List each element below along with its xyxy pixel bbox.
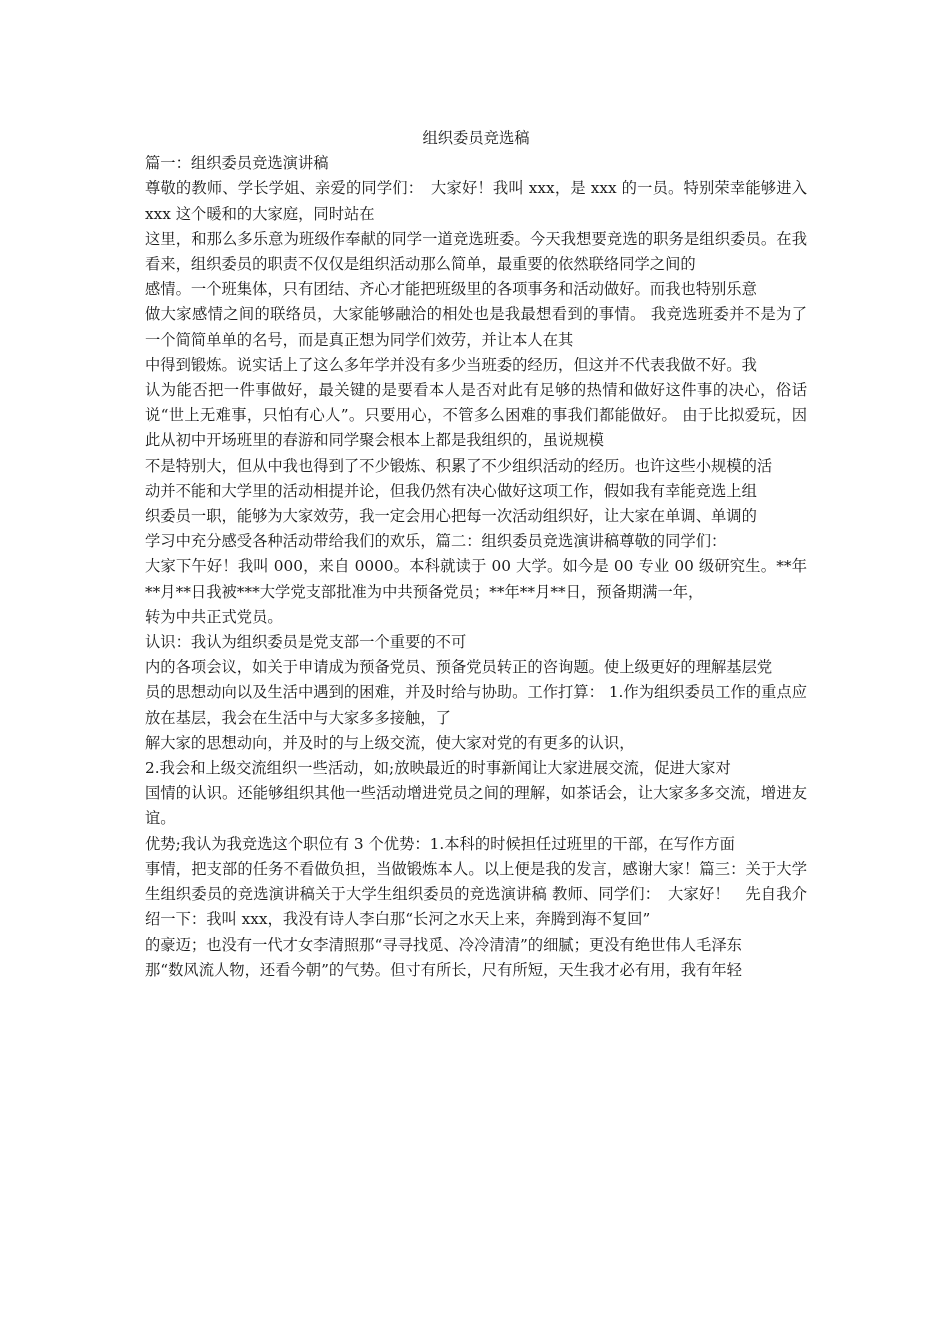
paragraph-list xyxy=(145,151,807,983)
paragraph: 转为中共正式党员。 xyxy=(145,607,283,626)
paragraph: 内的各项会议，如关于申请成为预备党员、预备党员转正的咨询题。使上级更好的理解基层党 xyxy=(145,658,773,677)
paragraph: 中得到锻炼。说实话上了这么多年学并没有多少当班委的经历，但这并不代表我做不好。我 xyxy=(145,355,757,374)
document-title: 组织委员竞选稿 xyxy=(422,129,530,147)
paragraph: 员的思想动向以及生活中遇到的困难，并及时给与协助。工作打算： 1.作为组织委员工作的重点应放在基层，我会在生活中与大家多多接触，了 xyxy=(145,683,807,727)
paragraph: 感情。一个班集体，只有团结、齐心才能把班级里的各项事务和活动做好。而我也特别乐意 xyxy=(145,280,757,299)
paragraph: 国情的认识。还能够组织其他一些活动增进党员之间的理解，如茶话会，让大家多多交流，增进友谊。 xyxy=(145,784,807,828)
paragraph: 篇一：组织委员竞选演讲稿 xyxy=(145,154,329,173)
paragraph: 不是特别大，但从中我也得到了不少锻炼、积累了不少组织活动的经历。也许这些小规模的活 xyxy=(145,456,773,475)
paragraph: 做大家感情之间的联络员，大家能够融洽的相处也是我最想看到的事情。 我竞选班委并不是为了一个简简单单的名号，而是真正想为同学们效劳，并让本人在其 xyxy=(145,305,807,349)
paragraph: 事情，把支部的任务不看做负担，当做锻炼本人。以上便是我的发言，感谢大家！篇三：关于大学生组织委员的竞选演讲稿关于大学生组织委员的竞选演讲稿 教师、同学们： 大家好！ 先自我介绍一下：我叫 xxx，我没有诗人李白那“长河之水天上来，奔腾到海不复回” xyxy=(145,859,807,929)
paragraph: 解大家的思想动向，并及时的与上级交流，使大家对党的有更多的认识， xyxy=(145,733,635,752)
paragraph: 这里，和那么多乐意为班级作奉献的同学一道竞选班委。今天我想要竞选的职务是组织委员。在我看来，组织委员的职责不仅仅是组织活动那么简单，最重要的依然联络同学之间的 xyxy=(145,229,807,274)
paragraph: 大家下午好！我叫 000，来自 0000。本科就读于 00 大学。如今是 00 专业 00 级研究生。**年**月**日我被***大学党支部批准为中共预备党员；**年**月**日，预备期满一年， xyxy=(145,557,807,601)
document-body xyxy=(145,126,807,983)
paragraph: 2.我会和上级交流组织一些活动，如;放映最近的时事新闻让大家进展交流，促进大家对 xyxy=(145,759,731,778)
paragraph: 织委员一职，能够为大家效劳，我一定会用心把每一次活动组织好，让大家在单调、单调的 xyxy=(145,507,757,526)
paragraph: 优势;我认为我竞选这个职位有 3 个优势：1.本科的时候担任过班里的干部，在写作方面 xyxy=(145,834,735,853)
paragraph: 认为能否把一件事做好，最关键的是要看本人是否对此有足够的热情和做好这件事的决心，俗话说“世上无难事，只怕有心人”。只要用心，不管多么困难的事我们都能做好。 由于比拟爱玩，因此从初中开场班里的春游和同学聚会根本上都是我组织的，虽说规模 xyxy=(145,381,807,450)
paragraph: 尊敬的教师、学长学姐、亲爱的同学们： 大家好！我叫 xxx，是 xxx 的一员。特别荣幸能够进入 xxx 这个暖和的大家庭，同时站在 xyxy=(145,179,807,223)
paragraph: 动并不能和大学里的活动相提并论，但我仍然有决心做好这项工作，假如我有幸能竞选上组 xyxy=(145,481,757,500)
paragraph: 的豪迈；也没有一代才女李清照那“寻寻找觅、冷冷清清”的细腻；更没有绝世伟人毛泽东 xyxy=(145,935,742,954)
paragraph: 那“数风流人物，还看今朝”的气势。但寸有所长，尺有所短，天生我才必有用，我有年轻 xyxy=(145,960,742,979)
paragraph: 认识：我认为组织委员是党支部一个重要的不可 xyxy=(145,633,467,652)
paragraph: 学习中充分感受各种活动带给我们的欢乐，篇二：组织委员竞选演讲稿尊敬的同学们： xyxy=(145,532,727,551)
